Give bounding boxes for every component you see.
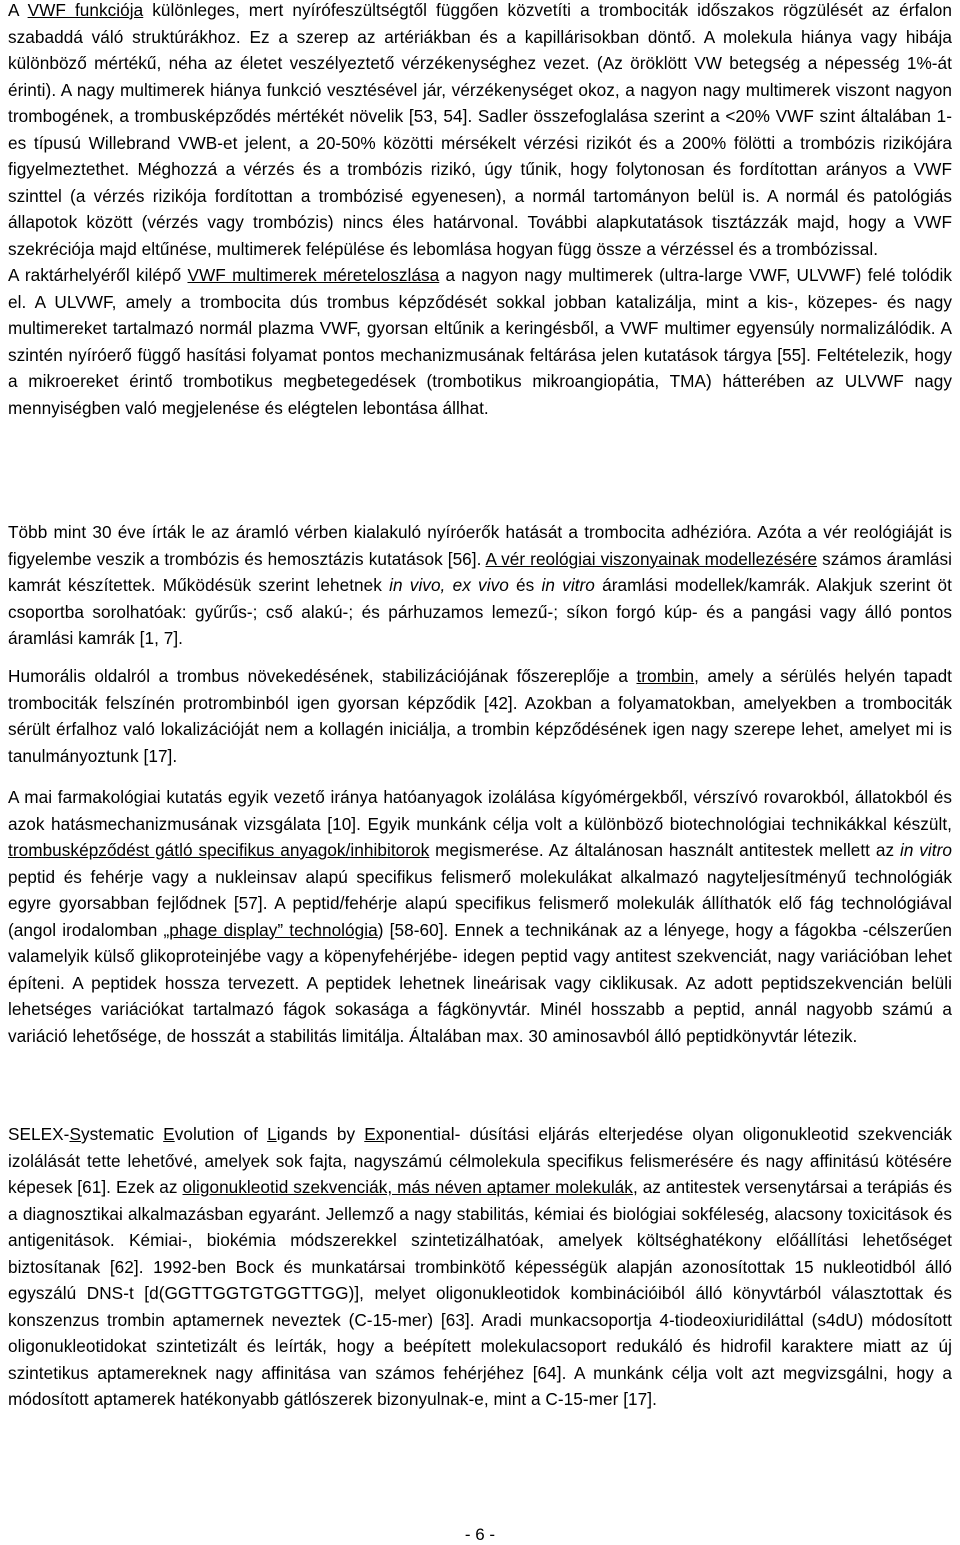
text-run: , az antitestek versenytársai a terápiás és a diagnosztikai alkalmazásban egyaránt. Jellemző a nagy stabilitás, kémiai és biológiai sokféleség, alacsony toxicitások és antigenitások. Kémiai-, biokémia módszerekkel szintetizálhatóak, amelyek költséghatékony előállítási lehetőséget biztosítanak [62]. 1992-ben Bock és munkatársai trombinkötő képességük alapján azonosítottak 15 nukleotidból álló egyszálú DNS-t [d(GGTTGGTGTGGTTGG)], melyet oligonukleotidok kombinációiból álló könyvtárból választottak és konszenzus trombin aptamernek neveztek (C-15-mer) [63]. Aradi munkacsoportja 4-tiodeoxiuridiláttal (s4dU) módosított oligonukleotidokat szintetizált és leírták, hogy a beépített molekulacsoport redukáló és hidrofil karaktere miatt az új szintetikus aptamereknek nagy affinitása van számos fehérjéhez [64]. A munkánk célja volt azt megvizsgálni, hogy a módosított aptamerek hatékonyabb gátlószerek bizonyulnak-e, mint a C-15-mer [17]. xyxy=(8,1177,952,1409)
text-run: ponential- dúsítási eljárás elterjedése olyan oligonukleotid szekvenciák izolálását tette lehetővé, amelyek sok fajta, nagyszámú célmolekula specifikus felismerésére és nagy affinitású kötésére képesek [61]. Ezek az xyxy=(8,1124,952,1197)
text-run: , amely a sérülés helyén tapadt trombociták felszínén protrombinból igen gyorsan képződik [42]. Azokban a folyamatokban, amelyekben a trombociták sérült érfalhoz való lokalizációját nem a kollagén iniciálja, a trombin képződésének igen nagy szerepe lehet, amelyet mi is tanulmányoztunk [17]. xyxy=(8,666,952,766)
italic-term: in vivo, ex vivo xyxy=(389,575,509,595)
underlined-term: A vér reológiai viszonyainak modellezésére xyxy=(485,548,818,569)
italic-term: in vitro xyxy=(541,575,595,595)
text-run: számos áramlási kamrát készítettek. Működésük szerint lehetnek xyxy=(8,548,952,595)
text-run: A mai farmakológiai kutatás egyik vezető iránya hatóanyagok izolálása kígyómérgekből, vérszívó rovarokból, állatokból és azok hatásmechanizmusának vizsgálata [10]. Egyik munkánk célja volt a különböző biotechnológiai technikákkal készült, xyxy=(8,787,952,834)
text-run: volution of xyxy=(174,1124,268,1144)
underlined-term: trombin xyxy=(636,666,695,686)
underlined-term: VWF multimerek méreteloszlása xyxy=(187,265,440,285)
paragraph-thrombin xyxy=(8,663,952,769)
paragraph-vwf xyxy=(8,0,952,421)
page-number: - 6 - xyxy=(464,1525,496,1544)
text-run: igands by xyxy=(276,1124,365,1144)
underlined-term: VWF funkciója xyxy=(27,0,144,20)
italic-term: in vitro xyxy=(899,840,952,860)
underlined-term: oligonukleotid szekvenciák, más néven aptamer molekulák xyxy=(182,1177,633,1197)
underlined-term: E xyxy=(163,1124,175,1144)
underlined-term: Ex xyxy=(364,1124,385,1144)
text-run: megismerése. Az általánosan használt antitestek mellett az xyxy=(429,840,900,860)
text-run: A xyxy=(8,0,28,20)
underlined-term: trombusképződést gátló specifikus anyagok/inhibitorok xyxy=(8,840,430,860)
text-run: A raktárhelyéről kilépő xyxy=(8,265,188,285)
underlined-term: L xyxy=(267,1124,277,1144)
text-run: különleges, mert nyírófeszültségtől függően közvetíti a trombociták időszakos rögzülését az érfalon szabaddá váló struktúrákhoz. Ez a szerep az artériákban és a kapillárisokban döntő. A molekula hiánya vagy hibája különböző mértékű, néha az életet veszélyeztető vérzékenységhez vezet. (Az öröklött VW betegség a népesség 1%-át érinti). A nagy multimerek hiánya funkció vesztésével jár, vérzékenységet okoz, a nagyon nagy multimerek viszont nagyon trombogének, a trombusképződés mértékét növelik [53, 54]. Sadler összefoglalása szerint a <20% VWF szint általában 1-es típusú Willebrand VWB-et jelent, a 20-50% közötti mérsékelt vérzési rizikót és a 200% fölötti a trombózis rizikójára figyelmeztethet. Méghozzá a vérzés és a trombózis rizikó, úgy tűnik, hogy folytonosan és fordítottan arányos a VWF szinttel (a vérzés rizikója fordítottan a trombózisé egyenesen), a normál tartományon belül is. A normál és patológiás állapotok között (vérzés vagy trombózis) nincs éles határvonal. További alapkutatások tisztázzák majd, hogy a VWF szekréciója majd eltűnése, multimerek felépülése és lebomlása hogyan függ össze a vérzéssel és a trombózissal. xyxy=(8,0,953,259)
text-run: és xyxy=(508,575,542,595)
paragraph-selex xyxy=(8,1121,952,1413)
text-run: Humorális oldalról a trombus növekedésének, stabilizációjának főszereplője a xyxy=(8,666,637,686)
underlined-term: „phage display” technológia xyxy=(163,919,378,940)
text-run: Több mint 30 éve írták le az áramló vérben kialakuló nyíróerők hatását a trombocita adhézióra. Azóta a vér reológiáját is figyelembe veszik a trombózis és hemosztázis kutatások [56]. xyxy=(8,522,952,569)
text-run: a nagyon nagy multimerek (ultra-large VWF, ULVWF) felé tolódik el. A ULVWF, amely a trombocita dús trombus képződését sokkal jobban katalizálja, mint a kis-, közepes- és nagy multimereket tartalmazó normál plazma VWF, gyorsan eltűnik a keringésből, a VWF multimer egyensúly normalizálódik. A szintén nyíróerő függő hasítási folyamat pontos mechanizmusának feltárása jelen kutatások tárgya [55]. Feltételezik, hogy a mikroereket érintő trombotikus megbetegedések (trombotikus mikroangiopátia, TMA) hátterében az ULVWF nagy mennyiségben való megjelenése és elégtelen lebontása állhat. xyxy=(8,265,952,418)
text-run: SELEX- xyxy=(8,1124,70,1144)
text-run: peptid és fehérje vagy a nukleinsav alapú specifikus felismerő molekulákat alkalmazó nagyteljesítményű technológiák egyre gyorsabban fejlődnek [57]. A peptid/fehérje alapú specifikus felismerő molekulák állíthatók elő fág technológiával (angol irodalomban xyxy=(8,866,952,940)
underlined-term: S xyxy=(69,1124,81,1144)
paragraph-pharmacology xyxy=(8,784,952,1049)
text-run: ) [58-60]. Ennek a technikának az a lényege, hogy a fágokba -célszerűen valamelyik külső glikoproteinjébe vagy a köpenyfehérjébe- idegen peptid vagy antitest szekvenciát, nagy variációban lehet építeni. A peptidek hossza tervezett. A peptidek lehetnek lineárisak vagy ciklikusak. Az adott peptidszekvencián belüli lehetséges variációkat tartalmazó fágok sokasága a fágkönyvtár. Minél hosszabb a peptid, annál nagyobb számú a variáció lehetősége, de hosszát a stabilitás limitálja. Általában max. 30 aminosavból álló peptidkönyvtár létezik. xyxy=(8,919,952,1046)
text-run: ystematic xyxy=(80,1124,164,1144)
text-run: áramlási modellek/kamrák. Alakjuk szerint öt csoportba sorolhatóak: gyűrűs-; cső alakú-; és párhuzamos lemezű-; síkon forgó kúp- és a pangási vagy álló pontos áramlási kamrák [1, 7]. xyxy=(8,575,952,648)
paragraph-flow-chambers xyxy=(8,519,952,652)
